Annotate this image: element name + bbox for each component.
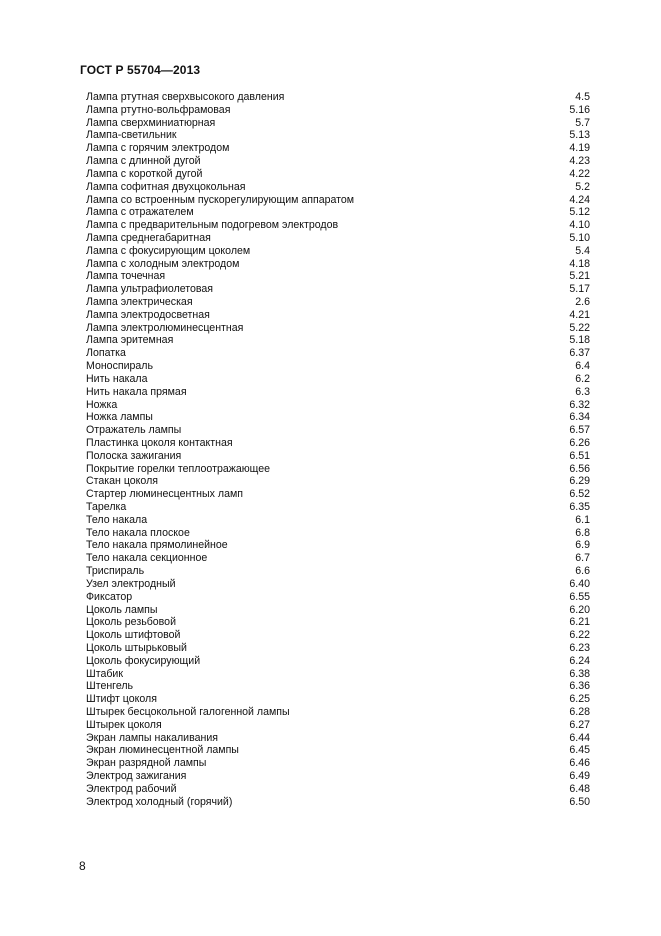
index-reference-number: 6.45	[569, 744, 590, 757]
index-reference-number: 6.52	[569, 488, 590, 501]
index-entry	[86, 463, 590, 476]
index-term: Лампа со встроенным пускорегулирующим аппаратом	[86, 193, 355, 206]
index-entry	[86, 527, 590, 540]
index-reference-number: 6.1	[575, 513, 590, 526]
index-term: Лампа ртутная сверхвысокого давления	[86, 91, 285, 103]
index-entry	[86, 258, 590, 271]
index-term: Тело накала плоское	[86, 526, 190, 539]
index-term: Лампа с отражателем	[86, 206, 194, 219]
index-reference-number: 6.46	[569, 757, 590, 770]
index-reference-number: 2.6	[575, 296, 590, 308]
index-reference-number: 4.21	[569, 308, 590, 321]
index-reference-number: 6.4	[575, 360, 590, 373]
index-reference-number: 6.37	[569, 347, 590, 360]
index-entry	[86, 514, 590, 527]
index-entry	[86, 488, 590, 501]
index-term: Электрод зажигания	[86, 770, 187, 783]
index-entry	[86, 219, 590, 232]
index-entry	[86, 757, 590, 770]
index-reference-number: 5.7	[575, 116, 590, 129]
index-term: Лампа электрическая	[86, 296, 193, 308]
index-entry	[86, 104, 590, 117]
index-term: Лампа точечная	[86, 270, 166, 283]
index-term: Цоколь штифтовой	[86, 629, 181, 642]
index-term: Лампа электродосветная	[86, 308, 210, 321]
index-reference-number: 6.44	[569, 731, 590, 744]
index-term: Штырек цоколя	[86, 718, 162, 731]
index-term: Лампа среднегабаритная	[86, 231, 211, 244]
index-entry	[86, 91, 590, 104]
index-entry	[86, 796, 590, 809]
index-entry	[86, 386, 590, 399]
index-reference-number: 6.21	[569, 616, 590, 629]
index-term: Штифт цоколя	[86, 693, 157, 706]
index-reference-number: 6.36	[569, 680, 590, 693]
index-term: Штабик	[86, 667, 123, 680]
index-reference-number: 5.13	[569, 129, 590, 142]
index-reference-number: 6.23	[569, 641, 590, 654]
index-reference-number: 4.19	[569, 142, 590, 155]
index-reference-number: 6.48	[569, 782, 590, 795]
index-reference-number: 6.55	[569, 590, 590, 603]
index-term: Лампа эритемная	[86, 334, 174, 347]
index-reference-number: 5.2	[575, 180, 590, 193]
index-entry	[86, 399, 590, 412]
index-reference-number: 6.8	[575, 526, 590, 539]
index-entry	[86, 270, 590, 283]
index-term: Штырек бесцокольной галогенной лампы	[86, 706, 290, 718]
index-term: Лампа с длинной дугой	[86, 155, 201, 168]
index-reference-number: 4.10	[569, 219, 590, 232]
index-entry	[86, 604, 590, 617]
index-reference-number: 6.28	[569, 706, 590, 718]
index-term: Цоколь резьбовой	[86, 616, 176, 629]
index-reference-number: 6.29	[569, 475, 590, 488]
index-entry	[86, 616, 590, 629]
index-reference-number: 6.3	[575, 385, 590, 398]
index-reference-number: 6.35	[569, 501, 590, 513]
index-term: Штенгель	[86, 680, 134, 693]
index-term: Тело накала секционное	[86, 552, 208, 565]
index-term: Тарелка	[86, 501, 127, 513]
index-term: Моноспираль	[86, 360, 154, 373]
index-entry	[86, 565, 590, 578]
index-reference-number: 6.6	[575, 565, 590, 578]
index-reference-number: 4.18	[569, 257, 590, 270]
index-entry	[86, 142, 590, 155]
index-entry	[86, 322, 590, 335]
index-term: Нить накала	[86, 372, 148, 385]
index-term: Нить накала прямая	[86, 385, 187, 398]
index-reference-number: 6.22	[569, 629, 590, 642]
index-entry	[86, 783, 590, 796]
index-reference-number: 6.7	[575, 552, 590, 565]
index-reference-number: 6.32	[569, 398, 590, 411]
index-reference-number: 6.20	[569, 603, 590, 616]
index-term: Лопатка	[86, 347, 126, 360]
index-entry	[86, 181, 590, 194]
index-term: Ножка	[86, 398, 118, 411]
index-reference-number: 5.18	[569, 334, 590, 347]
index-term: Электрод рабочий	[86, 782, 177, 795]
index-term: Электрод холодный (горячий)	[86, 795, 233, 808]
index-entry	[86, 629, 590, 642]
index-reference-number: 6.34	[569, 411, 590, 424]
index-entry	[86, 719, 590, 732]
index-entry	[86, 744, 590, 757]
index-entry	[86, 475, 590, 488]
index-reference-number: 5.22	[569, 321, 590, 334]
index-reference-number: 4.24	[569, 193, 590, 206]
index-entry	[86, 578, 590, 591]
index-entry	[86, 732, 590, 745]
index-term: Ножка лампы	[86, 411, 153, 424]
index-entry	[86, 437, 590, 450]
index-entry	[86, 309, 590, 322]
index-reference-number: 6.9	[575, 539, 590, 552]
index-reference-number: 4.5	[575, 91, 590, 103]
index-term: Лампа сверхминиатюрная	[86, 116, 216, 129]
index-term: Лампа ультрафиолетовая	[86, 283, 214, 296]
index-term: Лампа с холодным электродом	[86, 257, 240, 270]
index-entry	[86, 194, 590, 207]
index-reference-number: 6.24	[569, 654, 590, 667]
index-entry	[86, 168, 590, 181]
index-entry	[86, 424, 590, 437]
index-entry	[86, 245, 590, 258]
index-entry	[86, 117, 590, 130]
index-entry	[86, 334, 590, 347]
index-reference-number: 6.26	[569, 436, 590, 449]
index-reference-number: 6.27	[569, 718, 590, 731]
index-entry	[86, 283, 590, 296]
index-reference-number: 6.57	[569, 424, 590, 437]
document-header: ГОСТ Р 55704—2013	[80, 63, 201, 77]
index-entry	[86, 232, 590, 245]
index-term: Экран лампы накаливания	[86, 731, 218, 744]
index-term: Покрытие горелки теплоотражающее	[86, 462, 271, 475]
index-term: Экран разрядной лампы	[86, 757, 207, 770]
index-entry	[86, 411, 590, 424]
index-reference-number: 6.25	[569, 693, 590, 706]
index-term: Отражатель лампы	[86, 424, 182, 437]
index-term: Стакан цоколя	[86, 475, 158, 488]
index-entry	[86, 655, 590, 668]
index-term: Стартер люминесцентных ламп	[86, 488, 243, 501]
index-term: Пластинка цоколя контактная	[86, 436, 233, 449]
index-term: Лампа ртутно-вольфрамовая	[86, 103, 231, 116]
index-term: Лампа софитная двухцокольная	[86, 180, 246, 193]
index-entry	[86, 539, 590, 552]
index-reference-number: 6.49	[569, 770, 590, 783]
index-entry	[86, 591, 590, 604]
index-entry	[86, 450, 590, 463]
index-term: Лампа-светильник	[86, 129, 177, 142]
index-term: Тело накала	[86, 513, 148, 526]
page-number: 8	[79, 859, 86, 873]
index-reference-number: 5.10	[569, 231, 590, 244]
index-entry	[86, 680, 590, 693]
index-reference-number: 6.38	[569, 667, 590, 680]
index-entry	[86, 129, 590, 142]
index-term: Лампа с предварительным подогревом электродов	[86, 219, 339, 232]
index-reference-number: 4.22	[569, 167, 590, 180]
index-term: Лампа с фокусирующим цоколем	[86, 244, 251, 257]
index-reference-number: 5.12	[569, 206, 590, 219]
index-entry	[86, 693, 590, 706]
index-entry	[86, 770, 590, 783]
index-reference-number: 5.4	[575, 244, 590, 257]
index-entry	[86, 552, 590, 565]
index-reference-number: 5.16	[569, 103, 590, 116]
index-entry	[86, 706, 590, 719]
index-term: Цоколь штырьковый	[86, 641, 187, 654]
index-term: Фиксатор	[86, 590, 133, 603]
index-entry	[86, 206, 590, 219]
index-term: Тело накала прямолинейное	[86, 539, 228, 552]
index-reference-number: 5.17	[569, 283, 590, 296]
index-term: Цоколь лампы	[86, 603, 158, 616]
alphabetical-index-list	[86, 91, 590, 809]
index-reference-number: 6.56	[569, 462, 590, 475]
index-entry	[86, 360, 590, 373]
index-term: Экран люминесцентной лампы	[86, 744, 239, 757]
index-entry	[86, 373, 590, 386]
index-reference-number: 6.51	[569, 449, 590, 462]
index-entry	[86, 668, 590, 681]
index-entry	[86, 642, 590, 655]
index-entry	[86, 347, 590, 360]
index-entry	[86, 155, 590, 168]
index-term: Триспираль	[86, 565, 145, 578]
index-reference-number: 6.50	[569, 795, 590, 808]
index-term: Лампа с короткой дугой	[86, 167, 203, 180]
index-term: Цоколь фокусирующий	[86, 654, 201, 667]
index-term: Лампа с горячим электродом	[86, 142, 230, 155]
index-entry	[86, 296, 590, 309]
index-entry	[86, 501, 590, 514]
index-term: Полоска зажигания	[86, 449, 182, 462]
index-term: Лампа электролюминесцентная	[86, 321, 244, 334]
index-reference-number: 6.40	[569, 577, 590, 590]
index-term: Узел электродный	[86, 577, 176, 590]
index-reference-number: 5.21	[569, 270, 590, 283]
index-reference-number: 4.23	[569, 155, 590, 168]
index-reference-number: 6.2	[575, 372, 590, 385]
